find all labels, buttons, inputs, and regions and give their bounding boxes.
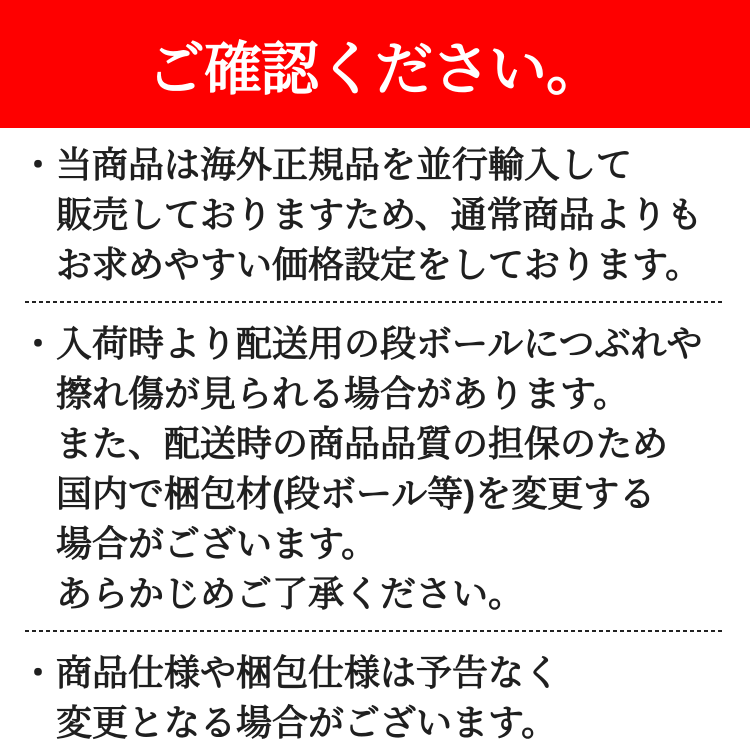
notice-line: ・商品仕様や梱包仕様は予告なく [20, 652, 561, 693]
notice-content [0, 128, 750, 748]
notice-line: あらかじめご了承ください。 [56, 573, 525, 614]
banner-title: ご確認ください。 [146, 37, 603, 102]
parallel-import-notice [0, 140, 750, 290]
notice-line: また、配送時の商品品質の担保のため [56, 423, 669, 464]
dashed-divider [25, 630, 725, 632]
spec-change-notice [0, 648, 750, 748]
notice-line: 国内で梱包材(段ボール等)を変更する [56, 473, 656, 514]
notice-line: 場合がございます。 [56, 523, 378, 564]
notice-line: ・当商品は海外正規品を並行輸入して [20, 144, 633, 185]
packaging-damage-notice [0, 319, 750, 619]
notice-banner [0, 0, 750, 128]
notice-line: ・入荷時より配送用の段ボールにつぶれや [20, 323, 703, 364]
notice-line: お求めやすい価格設定をしております。 [56, 244, 702, 285]
notice-line: 擦れ傷が見られる場合があります。 [56, 373, 630, 414]
notice-line: 変更となる場合がございます。 [56, 702, 558, 743]
notice-line: 販売しておりますため、通常商品よりも [56, 194, 703, 235]
dashed-divider [25, 301, 725, 303]
